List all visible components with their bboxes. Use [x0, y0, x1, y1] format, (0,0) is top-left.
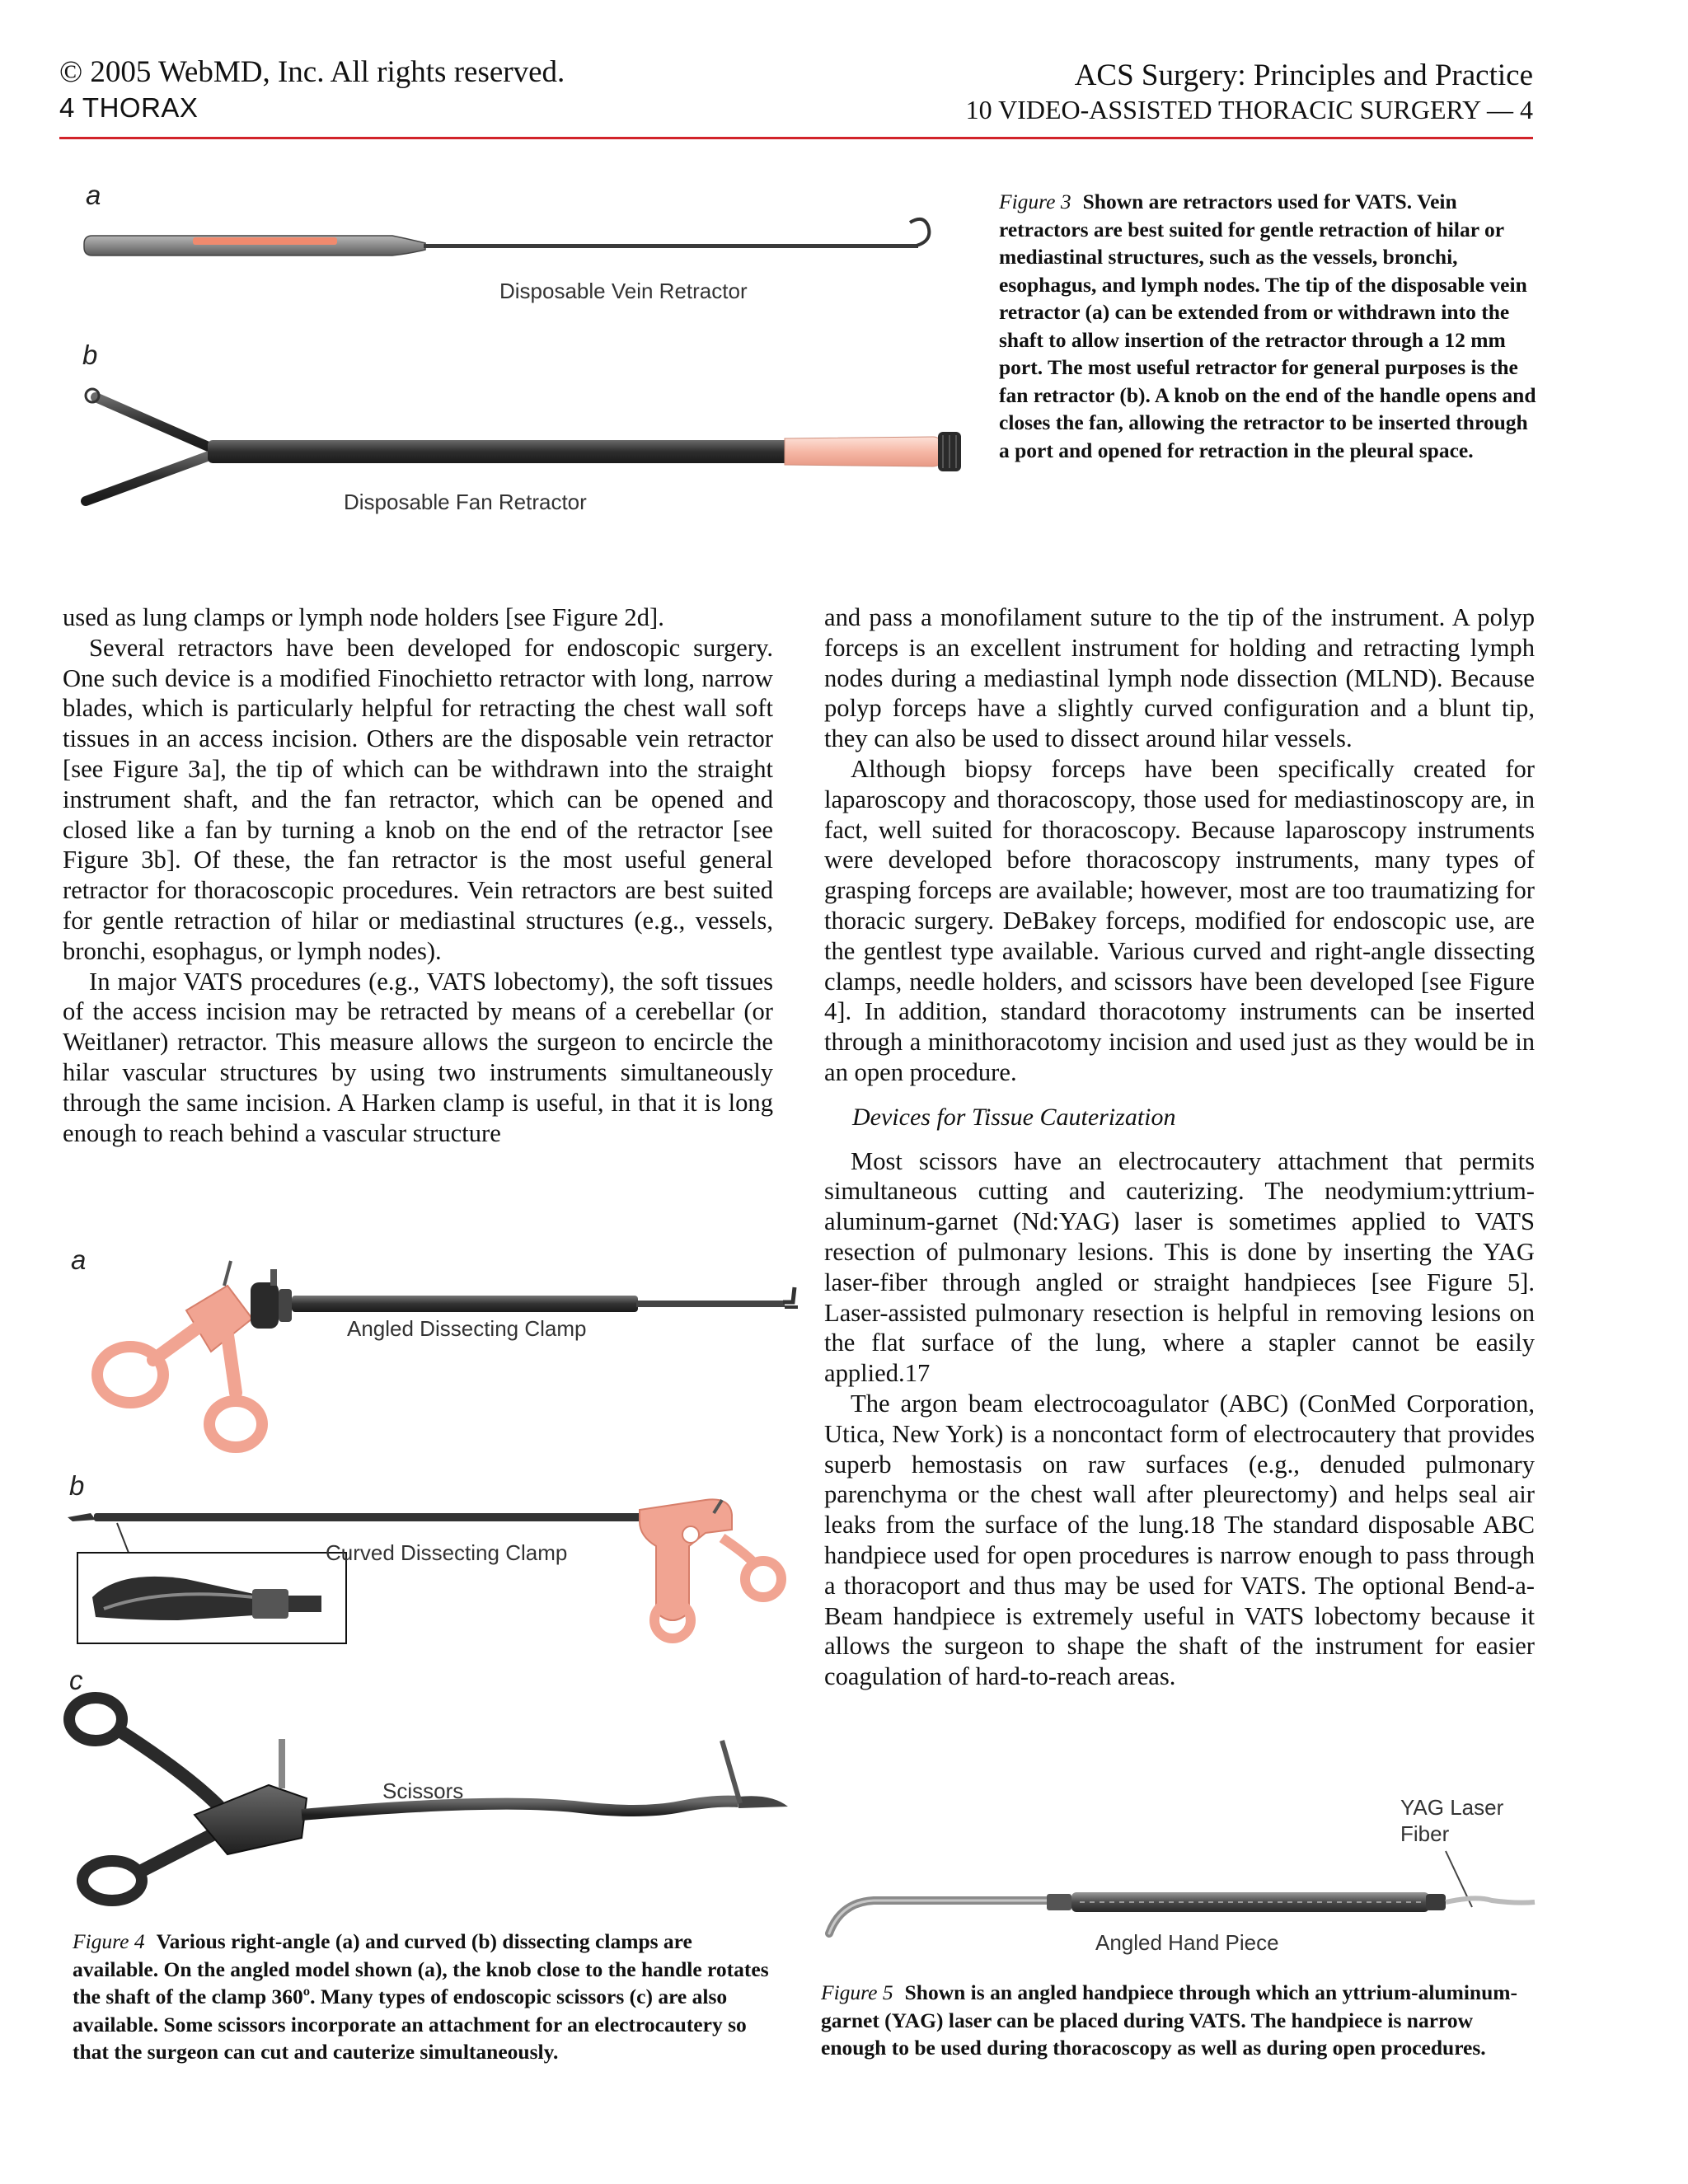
fig4-panel-b-letter: b: [69, 1470, 85, 1501]
fig4-panel-a-letter: a: [71, 1244, 87, 1275]
subheading-tissue-cauterization: Devices for Tissue Cauterization: [852, 1103, 1176, 1131]
curved-clamp-label: Curved Dissecting Clamp: [326, 1540, 568, 1565]
right-paragraph-3: Most scissors have an electrocautery attachment that permits simultaneous cutting and cauterizing. The neodymium:yttrium-aluminum-garnet (Nd:YAG) laser is sometimes applied to VATS resection of pulmonary lesions. This is done by inserting the YAG laser-fiber through angled or straight handpieces [see Figure 5]. Laser-assisted pulmonary resection is helpful in removing lesions on the flat surface of the lung, where a stapler cannot be easily applied.17: [824, 1146, 1535, 1388]
figure5-caption: [821, 1979, 1540, 2062]
right-paragraph-1: and pass a monofilament suture to the tip of the instrument. A polyp forceps is an excellent instrument for holding and retracting lymph nodes during a mediastinal lymph node dissection (MLND). Because polyp forceps have a slightly curved configuration and a blunt tip, they can also be used to dissect around hilar vessels.: [824, 603, 1535, 753]
left-column: [63, 602, 773, 1148]
left-paragraph-1: used as lung clamps or lymph node holders [see Figure 2d].: [63, 603, 664, 631]
right-paragraph-4: The argon beam electrocoagulator (ABC) (ConMed Corporation, Utica, New York) is a noncontact form of electrocautery that provides superb hemostasis on raw surfaces (e.g., denuded pulmonary parenchyma or the chest wall after pleurectomy) and helps seal air leaks from the surface of the lung.18 The standard disposable ABC handpiece used for open procedures is narrow enough to pass through a thoracoport and thus may be used for VATS. The optional Bend-a-Beam handpiece is extremely useful in VATS lobectomy because it allows the surgeon to shape the shaft of the instrument for easier coagulation of hard-to-reach areas.: [824, 1389, 1535, 1691]
right-paragraph-2: Although biopsy forceps have been specifically created for laparoscopy and thoracoscopy, those used for mediastinoscopy are, in fact, well suited for thoracoscopy. Because laparoscopy instruments were developed before thoracoscopy instruments, many types of grasping forceps are available; however, most are too traumatizing for thoracic surgery. DeBakey forceps, modified for endoscopic use, are the gentlest type available. Various curved and right-angle dissecting clamps, needle holders, and scissors have been developed [see Figure 4]. In addition, standard thoracotomy instruments can be inserted through a minithoracotomy incision and used just as they would be in an open procedure.: [824, 754, 1535, 1086]
header-rule: [59, 137, 1533, 139]
yag-fiber-label-line2: Fiber: [1400, 1821, 1450, 1846]
section-label: 4 THORAX: [59, 92, 199, 123]
figure5-caption-label: Figure 5: [821, 1980, 893, 2004]
curved-dissecting-clamp-illustration: [63, 1497, 804, 1645]
yag-fiber-label-line1: YAG Laser: [1400, 1795, 1504, 1820]
angled-clamp-label: Angled Dissecting Clamp: [347, 1316, 587, 1341]
fig3-panel-b-letter: b: [82, 340, 98, 370]
fig3-panel-a-letter: a: [86, 180, 101, 210]
left-paragraph-3: In major VATS procedures (e.g., VATS lobectomy), the soft tissues of the access incision may be retracted by means of a cerebellar (or Weitlaner) retractor. This measure allows the surgeon to encircle the hilar vascular structures by using two instruments simultaneously through the same incision. A Harken clamp is useful, in that it is long enough to reach behind a vascular structure: [63, 967, 773, 1147]
vein-retractor-illustration: [79, 216, 936, 274]
vein-retractor-label: Disposable Vein Retractor: [499, 279, 748, 303]
fig4-panel-c-letter: c: [69, 1665, 83, 1695]
chapter-title: 10 VIDEO-ASSISTED THORACIC SURGERY — 4: [965, 95, 1533, 124]
figure5-caption-text: Shown is an angled handpiece through which an yttrium-aluminum-garnet (YAG) laser can be placed during VATS. The handpiece is narrow enough to be used during thoracoscopy as well as during open procedures.: [821, 1980, 1518, 2060]
figure4-caption: [73, 1928, 781, 2066]
left-paragraph-2: Several retractors have been developed for endoscopic surgery. One such device is a modified Finochietto retractor with long, narrow blades, which is particularly helpful for retracting the chest wall soft tissues in an access incision. Others are the disposable vein retractor [see Figure 3a], the tip of which can be withdrawn into the straight instrument shaft, and the fan retractor, which can be opened and closed like a fan by turning a knob on the end of the retractor [see Figure 3b]. Of these, the fan retractor is the most useful general retractor for thoracoscopic procedures. Vein retractors are best suited for gentle retraction of hilar or mediastinal structures (e.g., vessels, bronchi, esophagus, or lymph nodes).: [63, 633, 773, 965]
figure3-caption-text: Shown are retractors used for VATS. Vein retractors are best suited for gentle retraction of hilar or mediastinal structures, such as the vessels, bronchi, esophagus, and lymph nodes. The tip of the disposable vein retractor (a) can be extended from or withdrawn into the shaft to allow insertion of the retractor through a 12 mm port. The most useful retractor for general purposes is the fan retractor (b). A knob on the end of the handle opens and closes the fan, allowing the retractor to be inserted through a port and opened for retraction in the pleural space.: [999, 190, 1536, 462]
fan-retractor-label: Disposable Fan Retractor: [344, 490, 587, 514]
book-title: ACS Surgery: Principles and Practice: [1074, 59, 1533, 92]
angled-hand-piece-label: Angled Hand Piece: [1095, 1930, 1279, 1955]
angled-dissecting-clamp-illustration: [63, 1253, 804, 1451]
figure3-caption: [999, 188, 1536, 464]
copyright-line: © 2005 WebMD, Inc. All rights reserved.: [59, 55, 565, 89]
scissors-label: Scissors: [382, 1779, 464, 1803]
right-column: [824, 602, 1535, 1692]
figure3-caption-label: Figure 3: [999, 190, 1071, 213]
figure4-caption-label: Figure 4: [73, 1929, 145, 1953]
yag-fiber-label: [1400, 1794, 1503, 1847]
figure4-caption-text: Various right-angle (a) and curved (b) dissecting clamps are available. On the angled model shown (a), the knob close to the handle rotates the shaft of the clamp 360º. Many types of endoscopic scissors (c) are also available. Some scissors incorporate an attachment for an electrocautery so that the surgeon can cut and cauterize simultaneously.: [73, 1929, 769, 2064]
